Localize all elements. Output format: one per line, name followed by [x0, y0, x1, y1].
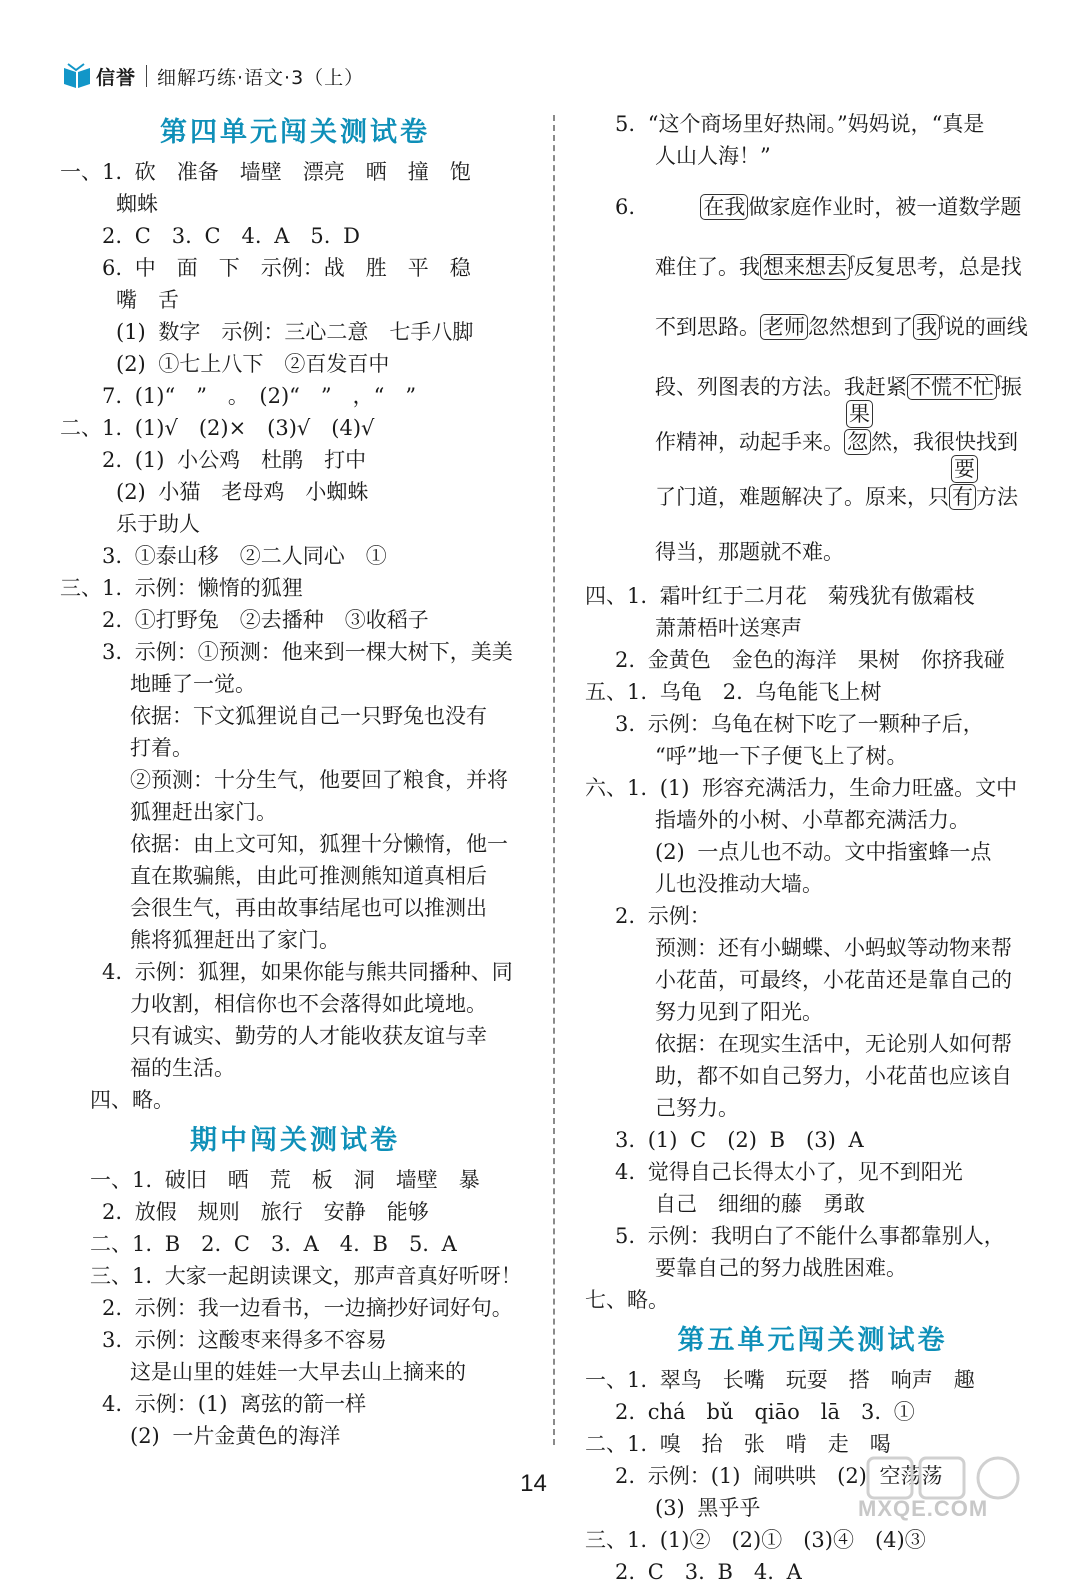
answer-line: 预测：还有小蝴蝶、小蚂蚁等动物来帮 [655, 936, 1012, 960]
answer-line: (2) 小猫 老母鸡 小蜘蛛 [116, 480, 369, 504]
answer-line: 4. 觉得自己长得太小了，见不到阳光 [615, 1160, 963, 1184]
answer-line: 7. (1)“ ” 。 (2)“ ” ，“ ” [102, 384, 417, 408]
answer-line: 努力见到了阳光。 [655, 1000, 823, 1024]
answer-line: “呼”地一下子便飞上了树。 [655, 744, 908, 768]
answer-line: 要靠自己的努力战胜困难。 [655, 1256, 907, 1280]
answer-line: 2. 金黄色 金色的海洋 果树 你挤我碰 [615, 648, 1005, 672]
answer-line: 2. C 3. B 4. A [615, 1560, 802, 1584]
answer-line: ②预测：十分生气，他要回了粮食，并将 [130, 768, 508, 792]
proofread-line [585, 295, 1040, 355]
proofread-text: 了门道，难题解决了。原来，只 [655, 485, 949, 509]
answer-line: 3. 示例：这酸枣来得多不容易 [102, 1328, 387, 1352]
answer-line: 6. 中 面 下 示例：战 胜 平 稳 [102, 256, 471, 280]
proofread-box: 不慌不忙 [907, 374, 997, 400]
proofread-box: 忽 [844, 429, 871, 455]
answer-line: 3. ①泰山移 ②二人同心 ① [102, 544, 387, 568]
section-title-unit5: 第五单元闯关测试卷 [677, 1325, 948, 1356]
correction-box [949, 457, 976, 509]
answer-line: 依据：由上文可知，狐狸十分懒惰，他一 [130, 832, 508, 856]
answer-line: 己努力。 [655, 1096, 739, 1120]
answer-line: 儿也没推动大墙。 [655, 872, 823, 896]
answer-line: 六、1. (1) 形容充满活力，生命力旺盛。文中 [585, 776, 1018, 800]
answer-line: 指墙外的小树、小草都充满活力。 [655, 808, 970, 832]
proofread-line [585, 180, 1040, 235]
left-column [60, 108, 530, 1452]
answer-line: 2. C 3. C 4. A 5. D [102, 224, 360, 248]
section-title-midterm: 期中闯关测试卷 [190, 1125, 400, 1156]
column-divider [553, 115, 555, 1445]
proofread-box: 想来想去 [760, 254, 850, 280]
answer-line: 5. 示例：我明白了不能什么事都靠别人， [615, 1224, 1005, 1248]
proofread-text: 说的画线 [943, 315, 1028, 339]
answer-line: (2) ①七上八下 ②百发百中 [116, 352, 390, 376]
answer-line: 一、1. 破旧 晒 荒 板 洞 墙壁 暴 [90, 1168, 480, 1192]
book-logo-icon [62, 62, 92, 90]
proofread-text: 段、列图表的方法。我赶紧 [655, 375, 907, 399]
proofread-text: 难住了。我 [655, 255, 760, 279]
answer-line: 四、略。 [90, 1088, 174, 1112]
correction-box [844, 402, 871, 454]
answer-line: 4. 示例：狐狸，如果你能与熊共同播种、同 [102, 960, 513, 984]
watermark-text: MXQE.COM [858, 1496, 989, 1521]
answer-line: 2. ①打野兔 ②去播种 ③收稻子 [102, 608, 429, 632]
answer-line: 福的生活。 [130, 1056, 235, 1080]
answer-line: 五、1. 乌龟 2. 乌龟能飞上树 [585, 680, 882, 704]
question-number: 6. [615, 195, 636, 219]
answer-line: 2. (1) 小公鸡 杜鹃 打中 [102, 448, 367, 472]
section-title-unit4: 第四单元闯关测试卷 [160, 117, 430, 148]
deletion-mark-icon: ʃ [850, 254, 854, 270]
answer-line: 助，都不如自己努力，小花苗也应该自 [655, 1064, 1012, 1088]
answer-line: 四、1. 霜叶红于二月花 菊残犹有傲霜枝 [585, 584, 975, 608]
proofreading-passage [585, 180, 1040, 580]
right-column [585, 108, 1040, 1588]
proofread-text: 反复思考，总是找 [853, 255, 1022, 279]
publisher-logo [62, 62, 136, 90]
proofread-box: 老师 [760, 314, 808, 340]
answer-line: 依据：下文狐狸说自己一只野兔也没有 [130, 704, 487, 728]
answer-line: 自己 细细的藤 勇敢 [655, 1192, 865, 1216]
answer-line: 乐于助人 [116, 512, 200, 536]
answer-line: 2. 示例： [615, 904, 711, 928]
answer-line: 3. (1) C (2) B (3) A [615, 1128, 864, 1152]
book-title: 细解巧练·语文·3（上） [157, 66, 365, 89]
answer-line: 2. chá bǔ qiāo lā 3. ① [615, 1400, 915, 1424]
proofread-line: 得当，那题就不难。 [655, 540, 844, 564]
answer-line: 力收割，相信你也不会落得如此境地。 [130, 992, 487, 1016]
deletion-mark-icon: ʃ [997, 374, 1001, 390]
proofread-box: 我 [913, 314, 940, 340]
answer-line: 七、略。 [585, 1288, 669, 1312]
page-header [62, 58, 364, 94]
answer-line: 3. 示例：①预测：他来到一棵大树下，美美 [102, 640, 513, 664]
proofread-text: 不到思路。 [655, 315, 760, 339]
correction-text: 果 [846, 400, 873, 428]
answer-line: 3. 示例：乌龟在树下吃了一颗种子后， [615, 712, 984, 736]
proofread-line [585, 457, 1040, 525]
answer-line: 熊将狐狸赶出了家门。 [130, 928, 340, 952]
proofread-box: 在我 [700, 194, 748, 220]
answer-line: 三、1. 示例：懒惰的狐狸 [60, 576, 303, 600]
proofread-text: 做家庭作业时，被一道数学题 [748, 195, 1022, 219]
answer-line: (2) 一片金黄色的海洋 [130, 1424, 341, 1448]
answer-line: 只有诚实、勤劳的人才能收获友谊与幸 [130, 1024, 487, 1048]
answer-line: 人山人海！” [655, 144, 771, 168]
answer-line: 打着。 [130, 736, 193, 760]
proofread-text: 方法 [976, 485, 1018, 509]
answer-line: (2) 一点儿也不动。文中指蜜蜂一点 [655, 840, 992, 864]
answer-line: 2. 放假 规则 旅行 安静 能够 [102, 1200, 429, 1224]
deletion-mark-icon: ʃ [940, 314, 944, 330]
proofread-text: 忽然想到了 [808, 315, 913, 339]
answer-line: 小花苗，可最终，小花苗还是靠自己的 [655, 968, 1012, 992]
proofread-line [585, 355, 1040, 415]
answer-line: 二、1. B 2. C 3. A 4. B 5. A [90, 1232, 457, 1256]
answer-line: 蜘蛛 [116, 192, 158, 216]
answer-line: 嘴 舌 [116, 288, 179, 312]
answer-line: 这是山里的娃娃一大早去山上摘来的 [130, 1360, 466, 1384]
answer-line: 三、1. 大家一起朗读课文，那声音真好听呀！ [90, 1264, 522, 1288]
answer-line: 2. 示例：我一边看书，一边摘抄好词好句。 [102, 1296, 513, 1320]
answer-line: 4. 示例：(1) 离弦的箭一样 [102, 1392, 367, 1416]
answer-line: 地睡了一觉。 [130, 672, 256, 696]
answer-line: 萧萧梧叶送寒声 [655, 616, 802, 640]
answer-line: 会很生气，再由故事结尾也可以推测出 [130, 896, 487, 920]
answer-line: 三、1. (1)② (2)① (3)④ (4)③ [585, 1528, 926, 1552]
correction-text: 要 [951, 455, 978, 483]
proofread-text: 振 [1000, 375, 1022, 399]
answer-line: 二、1. 嗅 抬 张 啃 走 喝 [585, 1432, 891, 1456]
logo-text: 信誉 [96, 66, 137, 89]
proofread-text: 作精神，动起手来。 [655, 430, 844, 454]
answer-line: 5. “这个商场里好热闹。”妈妈说，“真是 [615, 112, 985, 136]
proofread-text: 然，我很快找到 [871, 430, 1018, 454]
answer-line: (3) 黑乎乎 [655, 1496, 761, 1520]
answer-line: 依据：在现实生活中，无论别人如何帮 [655, 1032, 1012, 1056]
header-separator [146, 65, 147, 87]
answer-line: 二、1. (1)√ (2)× (3)√ (4)√ [60, 416, 375, 440]
answer-line: 一、1. 砍 准备 墙壁 漂亮 晒 撞 饱 [60, 160, 471, 184]
answer-line: 直在欺骗熊，由此可推测熊知道真相后 [130, 864, 487, 888]
answer-line: 一、1. 翠鸟 长嘴 玩耍 搭 响声 趣 [585, 1368, 975, 1392]
page-number: 14 [520, 1470, 547, 1497]
answer-line: (1) 数字 示例：三心二意 七手八脚 [116, 320, 474, 344]
answer-line: 狐狸赶出家门。 [130, 800, 277, 824]
proofread-box: 有 [949, 484, 976, 510]
answer-line: 2. 示例：(1) 闹哄哄 (2) 空荡荡 [615, 1464, 943, 1488]
proofread-line [585, 235, 1040, 295]
